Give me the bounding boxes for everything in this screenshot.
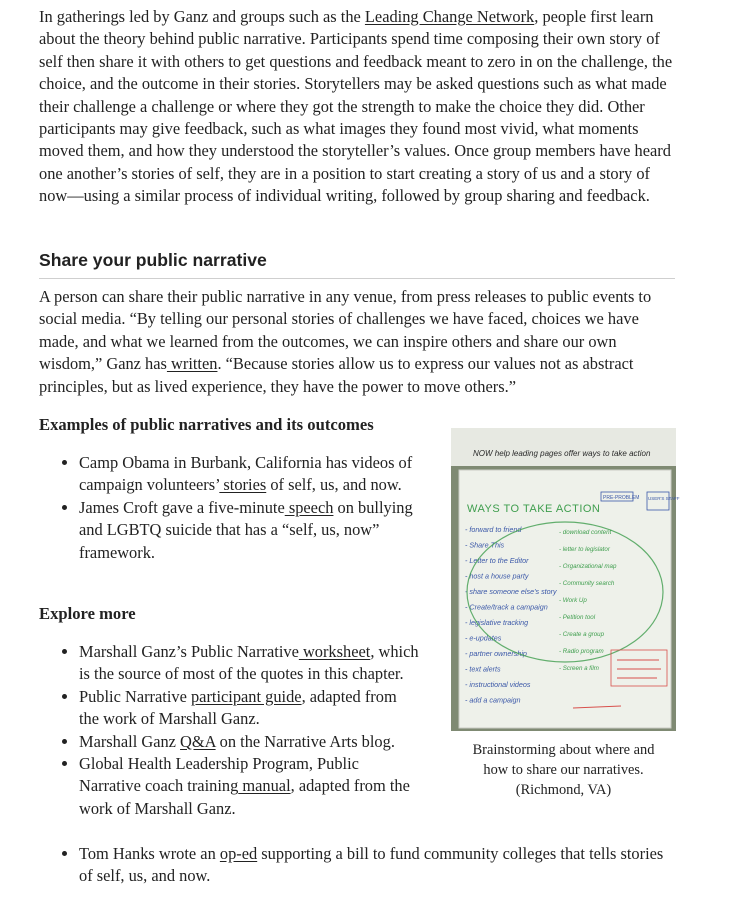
poster-title: WAYS TO TAKE ACTION [467, 503, 601, 515]
share-section-heading: Share your public narrative [39, 249, 675, 279]
poster-left-item: - text alerts [465, 664, 501, 674]
intro-text-rest: , people first learn about the theory behind public narrative. Participants spend time composing their own story of self then share it with others to get questions and feedback meant to zero in on the challenge, the choice, and the outcome in their stories. Storytellers may be asked questions such as what made their challenge a challenge or where they got the strength to make the choice they did. Other participants may give feedback, such as what images they found most vivid, what moments moved them, and how they understood the storyteller’s values. Once group members have heard one another’s stories of self, they are in a position to start creating a story of us and a story of now—using a similar process of individual writing, followed by group sharing and feedback. [39, 7, 673, 206]
user-staff-tag: USER'S STAFF [648, 496, 680, 501]
poster-right-item: - Screen a film [559, 665, 599, 672]
poster-right-item: - Community search [559, 580, 615, 587]
speech-link[interactable]: speech [284, 497, 334, 517]
poster-right-item: - letter to legislator [559, 546, 610, 553]
poster-right-item: - Create a group [559, 631, 605, 638]
share-paragraph [39, 286, 679, 398]
list-item: • Public Narrative participant guide, adapted from the work of Marshall Ganz. [79, 686, 419, 731]
share-text: A person can share their public narrative in any venue, from press releases to public events to social media. “By telling our personal stories of challenges we have faced, choices we have made, and what we learned from the outcomes, we can inspire others and share our own wisdom,” Ganz has [39, 287, 652, 374]
poster-left-item: - host a house party [465, 571, 529, 581]
pre-problem-tag: PRE-PROBLEM [603, 495, 640, 501]
stories-link[interactable]: stories [219, 475, 267, 495]
poster-left-item: - Create/track a campaign [465, 602, 548, 612]
caption-line: Brainstorming about where and [472, 742, 655, 758]
brainstorm-poster-photo [451, 428, 680, 731]
poster-right-item: - Organizational map [559, 563, 617, 570]
poster-right-item: - Petition tool [559, 614, 596, 621]
op-ed-link[interactable]: op-ed [219, 844, 258, 863]
examples-list [57, 452, 419, 564]
manual-link[interactable]: manual [238, 776, 291, 796]
poster-left-item: - partner ownership [465, 649, 527, 658]
figure-caption [451, 740, 676, 801]
list-item: • Camp Obama in Burbank, California has videos of campaign volunteers’ stories of self, us, and now. [79, 452, 419, 497]
poster-right-item: - download content [559, 529, 612, 536]
poster-left-item: - Share This [465, 540, 505, 550]
intro-paragraph [39, 6, 679, 208]
poster-left-item: - legislative tracking [465, 618, 529, 627]
top-sheet [451, 428, 676, 466]
worksheet-link[interactable]: worksheet [298, 642, 371, 661]
list-item: • Tom Hanks wrote an op-ed supporting a bill to fund community colleges that tells stories of self, us, and now. [79, 843, 679, 888]
qa-link[interactable]: Q&A [180, 731, 216, 751]
share-text-rest: . “Because stories allow us to express our values not as abstract principles, but as lived experience, they have the power to move others.” [39, 354, 634, 396]
participant-guide-link[interactable]: participant guide [190, 686, 302, 706]
poster-left-item: - Letter to the Editor [465, 556, 529, 565]
leading-change-network-link[interactable]: Leading Change Network [364, 7, 535, 26]
list-item: • Global Health Leadership Program, Public Narrative coach training manual, adapted from the work of Marshall Ganz. [79, 753, 419, 820]
top-note: NOW help leading pages offer ways to take action [473, 449, 651, 458]
poster-left-item: - forward to friend [465, 525, 522, 534]
poster-left-item: - e-updates [465, 633, 502, 643]
poster-right-item: - Work Up [559, 597, 587, 604]
explore-list-continued [57, 843, 679, 888]
poster-left-item: - add a campaign [465, 695, 521, 705]
intro-text: In gatherings led by Ganz and groups such as the [39, 7, 365, 26]
poster-left-item: - share someone else's story [465, 587, 557, 596]
explore-list [57, 641, 419, 820]
caption-line: (Richmond, VA) [515, 782, 612, 799]
brainstorm-figure [451, 428, 680, 801]
explore-heading: Explore more [39, 604, 136, 623]
list-item: • Marshall Ganz Q&A on the Narrative Arts blog. [79, 731, 419, 753]
poster-left-item: - instructional videos [465, 680, 531, 689]
written-link[interactable]: written [166, 354, 218, 374]
caption-line: how to share our narratives. [483, 762, 644, 779]
list-item: • James Croft gave a five-minute speech on bullying and LGBTQ suicide that has a “self, us, now” framework. [79, 497, 419, 564]
list-item: • Marshall Ganz’s Public Narrative worksheet, which is the source of most of the quotes in this chapter. [79, 641, 419, 686]
poster-right-item: - Radio program [559, 648, 604, 655]
examples-heading: Examples of public narratives and its outcomes [39, 415, 374, 434]
